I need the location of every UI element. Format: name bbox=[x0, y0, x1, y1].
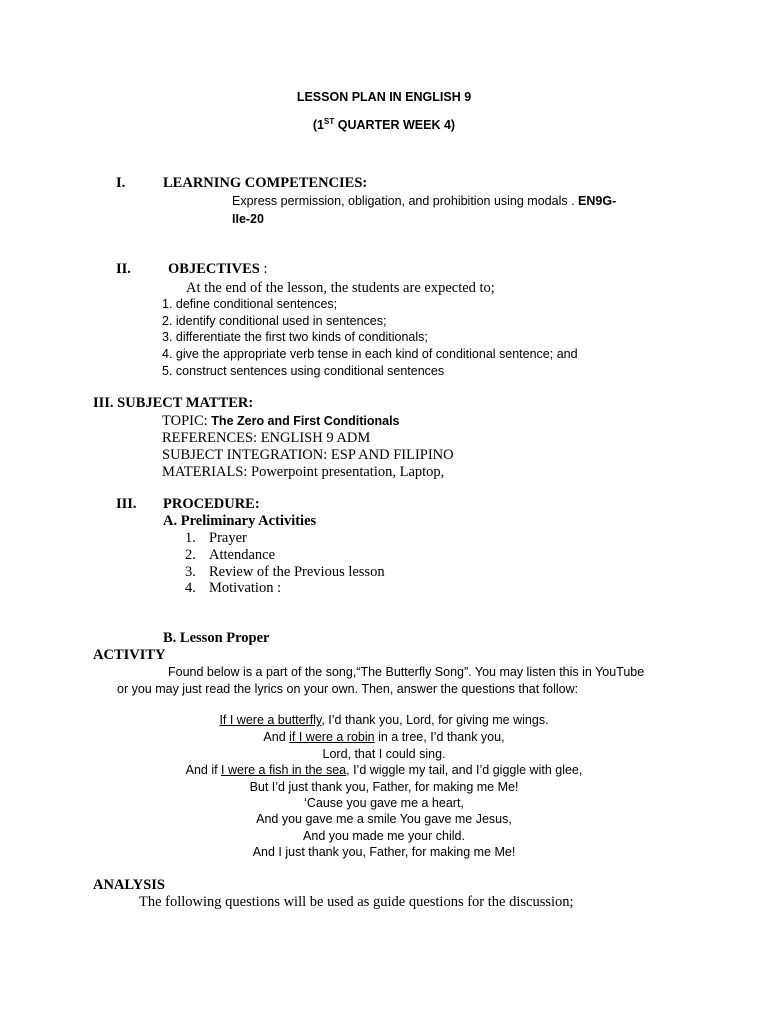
competency-statement: Express permission, obligation, and prohibition using modals . bbox=[232, 194, 579, 208]
topic-line bbox=[162, 413, 400, 430]
integration-line: SUBJECT INTEGRATION: ESP AND FILIPINO bbox=[162, 447, 454, 463]
analysis-heading: ANALYSIS bbox=[93, 877, 165, 893]
section1-number: I. bbox=[116, 175, 126, 191]
lyric-text: , I’d thank you, Lord, for giving me wings. bbox=[321, 713, 549, 727]
activity-heading: ACTIVITY bbox=[93, 647, 166, 663]
section4-number: III. bbox=[116, 496, 137, 512]
lyric-text: in a tree, I’d thank you, bbox=[374, 730, 505, 744]
document-subtitle bbox=[0, 118, 768, 132]
competency-code-part1: EN9G- bbox=[578, 194, 617, 208]
section2-number: II. bbox=[116, 261, 131, 277]
objectives-intro: At the end of the lesson, the students are expected to; bbox=[186, 280, 495, 296]
competency-code-part2: IIe-20 bbox=[232, 212, 264, 226]
lyric-text: And bbox=[263, 730, 290, 744]
procedure-item-text: Motivation : bbox=[209, 580, 282, 596]
references-line: REFERENCES: ENGLISH 9 ADM bbox=[162, 430, 371, 446]
lyric-line: And you gave me a smile You gave me Jesus, bbox=[256, 812, 512, 826]
lyric-line: But I’d just thank you, Father, for making me Me! bbox=[249, 780, 519, 794]
lyric-underlined-phrase: If I were a butterfly bbox=[219, 713, 322, 727]
procedure-item-text: Review of the Previous lesson bbox=[209, 564, 385, 580]
section3-heading: III. SUBJECT MATTER: bbox=[93, 395, 254, 411]
section2-heading-colon: : bbox=[259, 261, 268, 277]
subtitle-open: (1 bbox=[312, 118, 325, 132]
topic-label: TOPIC: bbox=[162, 413, 212, 429]
section2-heading: OBJECTIVES bbox=[168, 261, 260, 277]
lyric-line bbox=[0, 763, 768, 777]
lyric-line: ‘Cause you gave me a heart, bbox=[304, 796, 464, 810]
lesson-proper-heading: B. Lesson Proper bbox=[163, 630, 270, 646]
competency-text bbox=[232, 194, 616, 208]
objective-item: 4. give the appropriate verb tense in each kind of conditional sentence; and bbox=[162, 347, 578, 361]
topic-value: The Zero and First Conditionals bbox=[211, 414, 400, 428]
materials-line: MATERIALS: Powerpoint presentation, Laptop, bbox=[162, 464, 445, 480]
lyric-underlined-phrase: I were a fish in the sea bbox=[221, 763, 347, 777]
lyric-text: , I’d wiggle my tail, and I’d giggle with glee, bbox=[346, 763, 583, 777]
procedure-item-number: 3. bbox=[185, 564, 196, 580]
subtitle-rest: QUARTER WEEK 4) bbox=[334, 118, 456, 132]
procedure-item-text: Attendance bbox=[209, 547, 276, 563]
preliminary-activities-heading: A. Preliminary Activities bbox=[163, 513, 317, 529]
lyric-text: And if bbox=[185, 763, 222, 777]
lyric-line: And you made me your child. bbox=[303, 829, 465, 843]
analysis-text: The following questions will be used as guide questions for the discussion; bbox=[139, 894, 574, 910]
objective-item: 5. construct sentences using conditional sentences bbox=[162, 364, 445, 378]
objective-item: 1. define conditional sentences; bbox=[162, 297, 338, 311]
objective-item: 2. identify conditional used in sentences; bbox=[162, 314, 387, 328]
lyric-line bbox=[0, 713, 768, 727]
section2-heading-line bbox=[168, 261, 268, 278]
section4-heading: PROCEDURE: bbox=[163, 496, 260, 512]
lyric-underlined-phrase: if I were a robin bbox=[289, 730, 375, 744]
lyric-line: And I just thank you, Father, for making me Me! bbox=[252, 845, 516, 859]
subtitle-superscript: ST bbox=[324, 117, 335, 126]
activity-paragraph-line1: Found below is a part of the song,“The Butterfly Song”. You may listen this in YouTube bbox=[168, 665, 645, 679]
objective-item: 3. differentiate the first two kinds of conditionals; bbox=[162, 330, 428, 344]
procedure-item-text: Prayer bbox=[209, 530, 247, 546]
lyric-line bbox=[0, 730, 768, 744]
lyric-line: Lord, that I could sing. bbox=[322, 747, 446, 761]
procedure-item-number: 1. bbox=[185, 530, 196, 546]
activity-paragraph-line2: or you may just read the lyrics on your own. Then, answer the questions that follow: bbox=[117, 682, 579, 696]
document-title: LESSON PLAN IN ENGLISH 9 bbox=[296, 90, 472, 104]
section1-heading: LEARNING COMPETENCIES: bbox=[163, 175, 368, 191]
procedure-item-number: 2. bbox=[185, 547, 196, 563]
procedure-item-number: 4. bbox=[185, 580, 196, 596]
